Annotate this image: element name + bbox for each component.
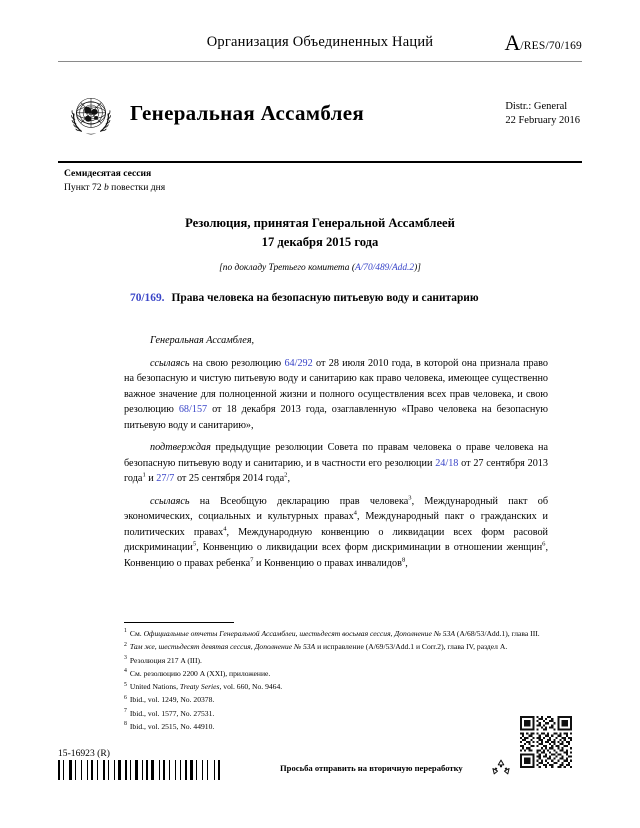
job-number: 15-16923 (R): [58, 748, 110, 759]
barcode-bar: [146, 760, 148, 780]
para3-lead: ссылаясь: [150, 495, 190, 507]
preambular-paragraph-3: [124, 494, 548, 572]
agenda-item-prefix: Пункт 72: [64, 181, 104, 193]
barcode-bar: [175, 760, 176, 780]
barcode: [58, 760, 223, 780]
footnote-6: [124, 695, 554, 706]
para1-t1: на свою резолюцию: [189, 357, 285, 369]
page-content: [58, 0, 582, 828]
para1-t3: от 18 декабря 2013 года, озаглавленную «Право человека на безопасную питьевую воду и санитарию»,: [124, 404, 549, 431]
barcode-bar: [114, 760, 115, 780]
footnote-number: 6: [124, 694, 127, 701]
barcode-bar: [218, 760, 220, 780]
barcode-bar: [94, 760, 95, 780]
barcode-bar: [87, 760, 88, 780]
para1-t2: от 28 июля 2010 года, в которой она признала право на безопасную и чистую питьевую воду и санитарию как право человека, имеющее существенно важное значение для полноценной жизни и полного осуществления всех прав человека, и свою резолюцию: [124, 357, 548, 415]
barcode-bar: [169, 760, 170, 780]
barcode-bar: [185, 760, 187, 780]
assembly-title: Генеральная Ассамблея: [130, 101, 365, 125]
para1-link-64-292[interactable]: 64/292: [284, 357, 313, 369]
preambular-paragraph-1: [124, 356, 548, 434]
para2-link-27-7[interactable]: 27/7: [156, 473, 175, 484]
barcode-bar: [130, 760, 131, 780]
barcode-bar: [103, 760, 105, 780]
para2-t5: ,: [287, 473, 290, 484]
session-info: [64, 167, 165, 195]
agenda-item: [64, 181, 165, 195]
footnote-2: [124, 642, 554, 653]
barcode-bar: [151, 760, 154, 780]
body-opening: [124, 333, 548, 349]
barcode-bar: [214, 760, 215, 780]
barcode-bar: [156, 760, 158, 780]
para3-t8: ,: [405, 557, 408, 569]
barcode-bar: [89, 760, 90, 780]
para1-link-68-157[interactable]: 68/157: [178, 404, 208, 415]
report-source-note: [88, 263, 552, 273]
barcode-bar: [61, 760, 62, 780]
footnote-number: 2: [124, 641, 127, 648]
barcode-bar: [118, 760, 121, 780]
para3-t3: , Международный пакт о гражданских и политических правах: [124, 511, 548, 538]
barcode-bar: [161, 760, 162, 780]
resolution-title-block: [130, 290, 550, 306]
barcode-bar: [188, 760, 189, 780]
distribution-date: 22 February 2016: [505, 115, 580, 127]
para3-t6: , Конвенцию о правах ребенка: [124, 542, 548, 569]
footnote-number: 1: [124, 628, 127, 635]
agenda-item-letter: b: [103, 181, 109, 193]
document-symbol-prefix: A: [504, 30, 521, 55]
barcode-bar: [128, 760, 129, 780]
qr-code[interactable]: [520, 716, 572, 768]
barcode-bar: [125, 760, 127, 780]
para2-lead: подтверждая: [150, 442, 211, 453]
barcode-bar: [221, 760, 222, 780]
barcode-bar: [99, 760, 102, 780]
recycle-note: Просьба отправить на вторичную переработку: [280, 763, 463, 773]
masthead: [58, 30, 582, 66]
footnote-text-post: , vol. 660, No. 9464.: [219, 682, 283, 692]
body-opening-text: Генеральная Ассамблея,: [150, 335, 255, 346]
preambular-paragraph-2: [124, 440, 548, 487]
barcode-bar: [166, 760, 167, 780]
para2-link-24-18[interactable]: 24/18: [435, 457, 459, 469]
footnote-text-pre: См.: [129, 629, 144, 638]
barcode-bar: [190, 760, 193, 780]
resolution-heading-line1: Резолюция, принятая Генеральной Ассамблеей: [185, 216, 455, 230]
footnote-ref-2[interactable]: 2: [284, 471, 288, 479]
para3-t2: , Международный пакт об экономических, социальных и культурных правах: [124, 495, 548, 522]
barcode-bar: [182, 760, 183, 780]
barcode-bar: [199, 760, 201, 780]
para1-lead: ссылаясь: [150, 357, 190, 369]
para3-t7: и Конвенцию о правах инвалидов: [253, 557, 402, 569]
barcode-bar: [144, 760, 145, 780]
para2-t1: предыдущие резолюции Совета по правам человека о праве человека на безопасную питьевую воду и санитарию, и в частности его резолюции: [124, 442, 548, 469]
para2-t3: и: [145, 473, 157, 484]
barcode-bar: [75, 760, 76, 780]
barcode-bar: [216, 760, 217, 780]
footnote-text-pre: Ibid., vol. 2515, No. 44910.: [129, 721, 215, 731]
footnote-text-pre: Ibid., vol. 1577, No. 27531.: [129, 708, 215, 718]
barcode-bar: [139, 760, 140, 780]
barcode-bar: [204, 760, 206, 780]
session-title: Семидесятая сессия: [64, 168, 152, 179]
footnote-number: 7: [124, 708, 127, 715]
footnote-number: 8: [124, 721, 127, 728]
footnote-number: 3: [124, 655, 127, 662]
footnote-text-italic: Там же, шестьдесят девятая сессия, Дополнение № 53A: [129, 642, 316, 652]
para3-t4: , Международную конвенцию о ликвидации всех форм расовой дискриминации: [124, 526, 548, 553]
barcode-bar: [97, 760, 98, 780]
footnote-8: [124, 722, 554, 733]
barcode-bar: [209, 760, 212, 780]
source-document-link[interactable]: A/70/489/Add.2: [354, 263, 415, 273]
footnote-ref-4a[interactable]: 4: [353, 509, 357, 517]
document-symbol: [504, 32, 582, 54]
source-note-close: )]: [414, 263, 421, 273]
footnote-text-italic: Официальные отчеты Генеральной Ассамблеи, шестьдесят восьмая сессия, Дополнение № 53A: [143, 629, 456, 638]
barcode-bar: [171, 760, 174, 780]
barcode-bar: [180, 760, 181, 780]
header-divider-thick: [58, 161, 582, 163]
barcode-bar: [106, 760, 107, 780]
masthead-divider: [58, 61, 582, 62]
footnote-text-post: и исправление (A/69/53/Add.1 и Corr.2), глава IV, раздел A.: [315, 642, 508, 652]
document-symbol-rest: /RES/70/169: [520, 40, 582, 52]
para2-t4: от 25 сентября 2014 года: [174, 473, 285, 484]
barcode-bar: [116, 760, 117, 780]
barcode-bar: [163, 760, 165, 780]
footnote-ref-6[interactable]: 6: [542, 540, 546, 548]
footnote-separator: [124, 622, 234, 623]
barcode-bar: [108, 760, 109, 780]
footnote-ref-1[interactable]: 1: [142, 471, 146, 479]
footnote-number: 4: [124, 668, 127, 675]
barcode-bar: [149, 760, 150, 780]
recycle-icon: [490, 757, 512, 779]
title-block: [58, 88, 582, 150]
para3-t1: на Всеобщую декларацию прав человека: [189, 495, 409, 507]
footnotes-list: [124, 629, 554, 735]
un-emblem-icon: [64, 88, 118, 142]
barcode-bar: [81, 760, 82, 780]
barcode-bar: [194, 760, 195, 780]
footnote-number: 5: [124, 681, 127, 688]
barcode-bar: [58, 760, 60, 780]
barcode-bar: [202, 760, 203, 780]
resolution-body: [124, 333, 548, 578]
barcode-bar: [142, 760, 143, 780]
footnote-ref-3[interactable]: 3: [408, 494, 412, 502]
barcode-bar: [177, 760, 179, 780]
footnote-3: [124, 656, 554, 667]
footnote-text-pre: Ibid., vol. 1249, No. 20378.: [129, 695, 215, 705]
resolution-number[interactable]: 70/169.: [130, 292, 165, 304]
source-note-open: [по докладу Третьего комитета (: [219, 263, 355, 273]
barcode-bar: [91, 760, 93, 780]
distribution-info: [505, 100, 580, 128]
barcode-bar: [66, 760, 68, 780]
footnote-text-italic: Treaty Series: [179, 682, 220, 692]
barcode-bar: [132, 760, 134, 780]
organization-name: Организация Объединенных Наций: [206, 34, 434, 50]
footnote-text-pre: United Nations,: [129, 682, 180, 692]
resolution-heading: [88, 214, 552, 252]
footnote-5: [124, 682, 554, 693]
footnote-1: [124, 629, 554, 640]
footnote-text-post: (A/68/53/Add.1), глава III.: [455, 629, 540, 638]
footnote-text-pre: См. резолюцию 2200 A (XXI), приложение.: [129, 668, 271, 678]
barcode-bar: [122, 760, 123, 780]
para3-t5: , Конвенцию о ликвидации всех форм дискриминации в отношении женщин: [196, 542, 543, 553]
footnote-text-pre: Резолюция 217 A (III).: [129, 655, 202, 665]
barcode-bar: [159, 760, 160, 780]
barcode-bar: [207, 760, 208, 780]
footnote-ref-4b[interactable]: 4: [223, 525, 227, 533]
resolution-heading-line2: 17 декабря 2015 года: [261, 234, 379, 249]
agenda-item-suffix: повестки дня: [108, 181, 166, 193]
barcode-bar: [196, 760, 197, 780]
barcode-bar: [77, 760, 79, 780]
para2-t2: от 27 сентября 2013 года: [124, 457, 548, 484]
footnote-ref-7[interactable]: 7: [250, 556, 254, 564]
barcode-bar: [111, 760, 113, 780]
footnote-ref-5[interactable]: 5: [192, 540, 197, 548]
footnote-ref-8[interactable]: 8: [401, 556, 406, 564]
barcode-bar: [69, 760, 72, 780]
barcode-bar: [83, 760, 86, 780]
barcode-bar: [73, 760, 74, 780]
barcode-bar: [135, 760, 138, 780]
barcode-bar: [63, 760, 64, 780]
footnote-7: [124, 709, 554, 720]
footnote-4: [124, 669, 554, 680]
resolution-subject: Права человека на безопасную питьевую воду и санитарию: [171, 292, 479, 304]
distribution-type: Distr.: General: [505, 101, 568, 112]
